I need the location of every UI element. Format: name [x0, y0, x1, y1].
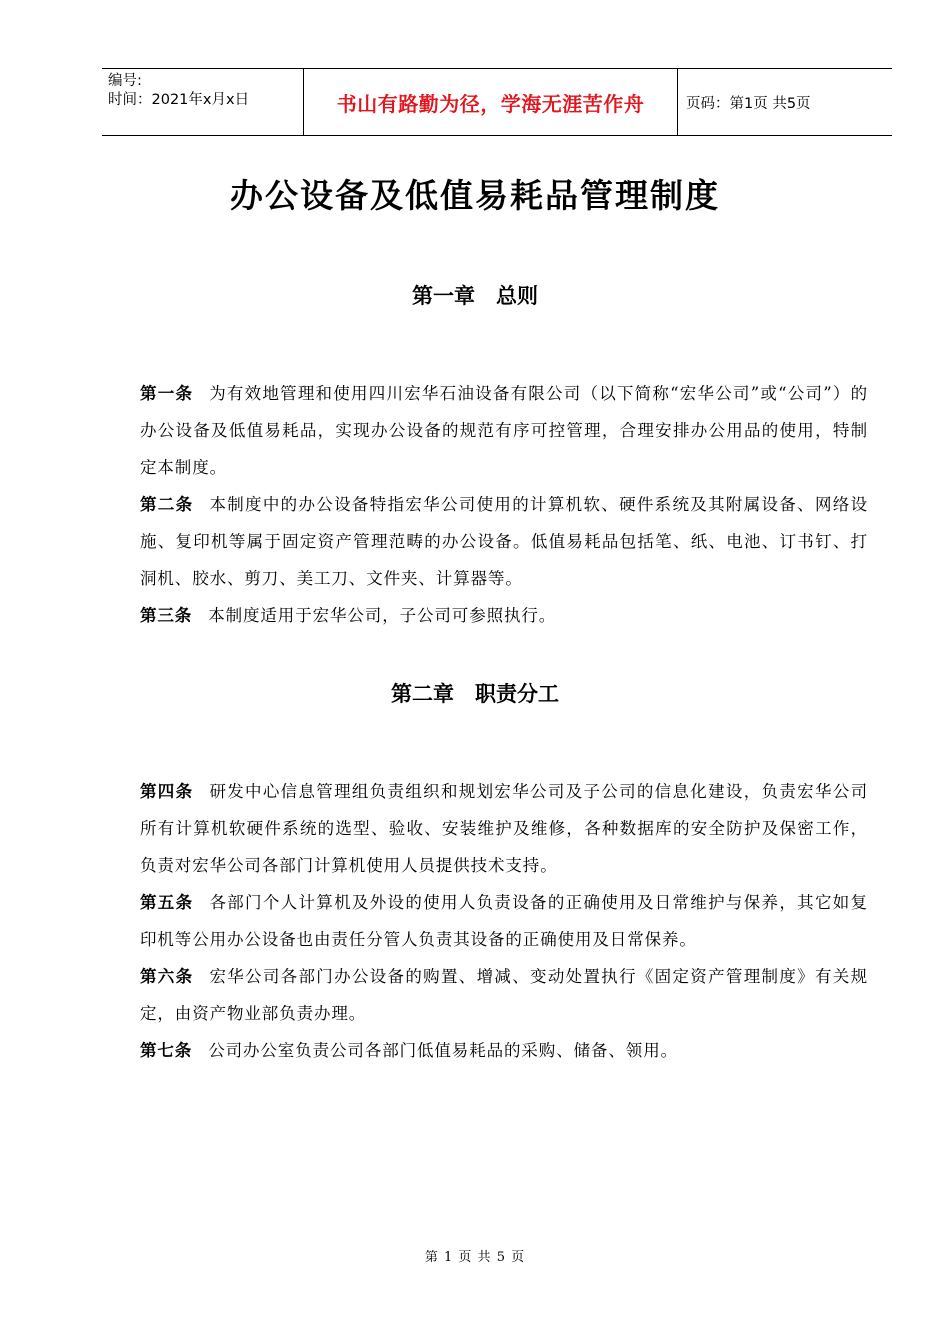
article-text: 本制度中的办公设备特指宏华公司使用的计算机软、硬件系统及其附属设备、网络设施、复印机等属于固定资产管理范畴的办公设备。低值易耗品包括笔、纸、电池、订书钉、打洞机、胶水、剪刀、美工刀、文件夹、计算器等。 [140, 495, 868, 588]
article-4 [140, 773, 868, 884]
number-label: 编号: [108, 73, 142, 89]
article-label: 第七条 [140, 1041, 193, 1060]
article-label: 第六条 [140, 967, 194, 986]
article-text: 本制度适用于宏华公司，子公司可参照执行。 [208, 606, 557, 625]
document-title: 办公设备及低值易耗品管理制度 [230, 176, 720, 215]
chapter-1-heading: 第一章 总则 [412, 283, 538, 308]
article-label: 第四条 [140, 782, 194, 801]
article-text: 研发中心信息管理组负责组织和规划宏华公司及子公司的信息化建设，负责宏华公司所有计算机软硬件系统的选型、验收、安装维护及维修，各种数据库的安全防护及保密工作，负责对宏华公司各部门计算机使用人员提供技术支持。 [140, 782, 868, 875]
header-page-info: 页码：第1页 共5页 [686, 95, 811, 112]
chapter-2-heading: 第二章 职责分工 [391, 681, 559, 706]
article-6 [140, 958, 868, 1032]
article-text: 宏华公司各部门办公设备的购置、增减、变动处置执行《固定资产管理制度》有关规定，由资产物业部负责办理。 [140, 967, 868, 1023]
time-label: 时间：2021年x月x日 [108, 92, 250, 108]
article-text: 为有效地管理和使用四川宏华石油设备有限公司（以下简称“宏华公司”或“公司”）的办公设备及低值易耗品，实现办公设备的规范有序可控管理，合理安排办公用品的使用，特制定本制度。 [140, 384, 868, 477]
article-label: 第一条 [140, 384, 194, 403]
article-text: 公司办公室负责公司各部门低值易耗品的采购、储备、领用。 [208, 1041, 679, 1060]
document-header [102, 68, 892, 136]
article-label: 第二条 [140, 495, 194, 514]
article-3 [140, 597, 868, 634]
header-motto: 书山有路勤为径，学海无涯苦作舟 [304, 69, 678, 135]
page-footer: 第 1 页 共 5 页 [424, 1250, 526, 1265]
article-7 [140, 1032, 868, 1069]
article-label: 第三条 [140, 606, 193, 625]
article-5 [140, 884, 868, 958]
article-text: 各部门个人计算机及外设的使用人负责设备的正确使用及日常维护与保养，其它如复印机等公用办公设备也由责任分管人负责其设备的正确使用及日常保养。 [140, 893, 868, 949]
article-2 [140, 486, 868, 597]
article-1 [140, 375, 868, 486]
article-label: 第五条 [140, 893, 194, 912]
header-meta [102, 69, 304, 135]
